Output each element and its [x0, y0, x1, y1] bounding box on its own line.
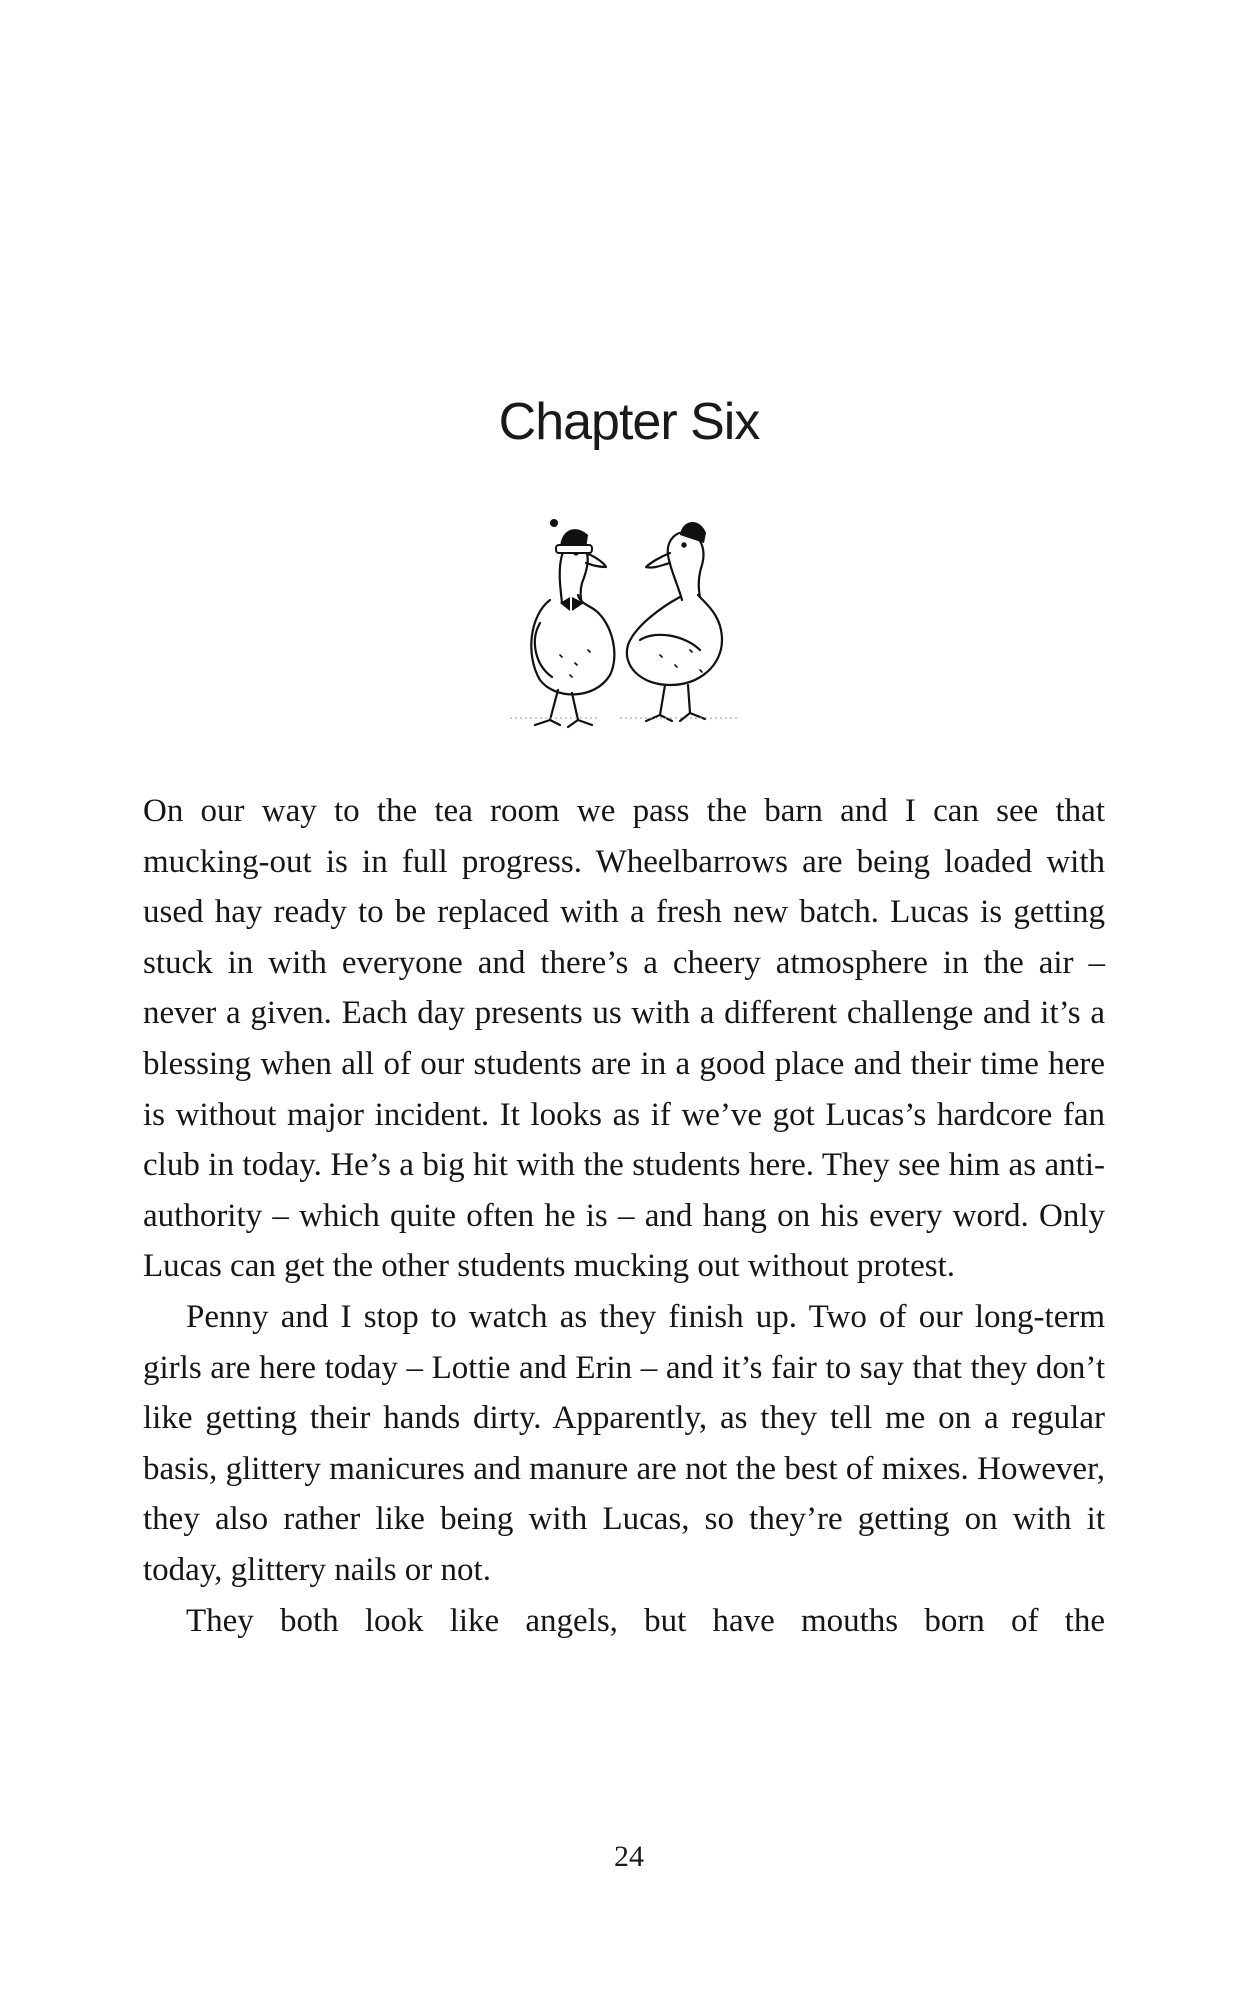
- page-number: 24: [614, 1840, 644, 1873]
- paragraph-3: They both look like angels, but have mouths born of the: [186, 1602, 1105, 1639]
- paragraph-1: On our way to the tea room we pass the barn and I can see that mucking-out is in full progress. Wheelbarrows are being loaded with used hay ready to be replaced with a fresh new batch. Lucas is getting stuck in with everyone and there’s a cheery atmosphere in the air – never a given. Each day presents us with a different challenge and it’s a blessing when all of our students are in a good place and their time here is without major incident. It looks as if we’ve got Lucas’s hardcore fan club in today. He’s a big hit with the students here. They see him as anti-authority – which quite often he is – and hang on his every word. Only Lucas can get the other students mucking out without protest.: [143, 793, 1105, 1285]
- body-text: [143, 786, 1105, 1646]
- paragraph-2: Penny and I stop to watch as they finish up. Two of our long-term girls are here today – Lottie and Erin – and it’s fair to say that they don’t like getting their hands dirty. Apparently, as they tell me on a regular basis, glittery manicures and manure are not the best of mixes. However, they also rather like being with Lucas, so they’re getting on with it today, glittery nails or not.: [143, 1298, 1105, 1588]
- two-ducks-illustration: [500, 505, 770, 730]
- chapter-title: Chapter Six: [498, 393, 760, 451]
